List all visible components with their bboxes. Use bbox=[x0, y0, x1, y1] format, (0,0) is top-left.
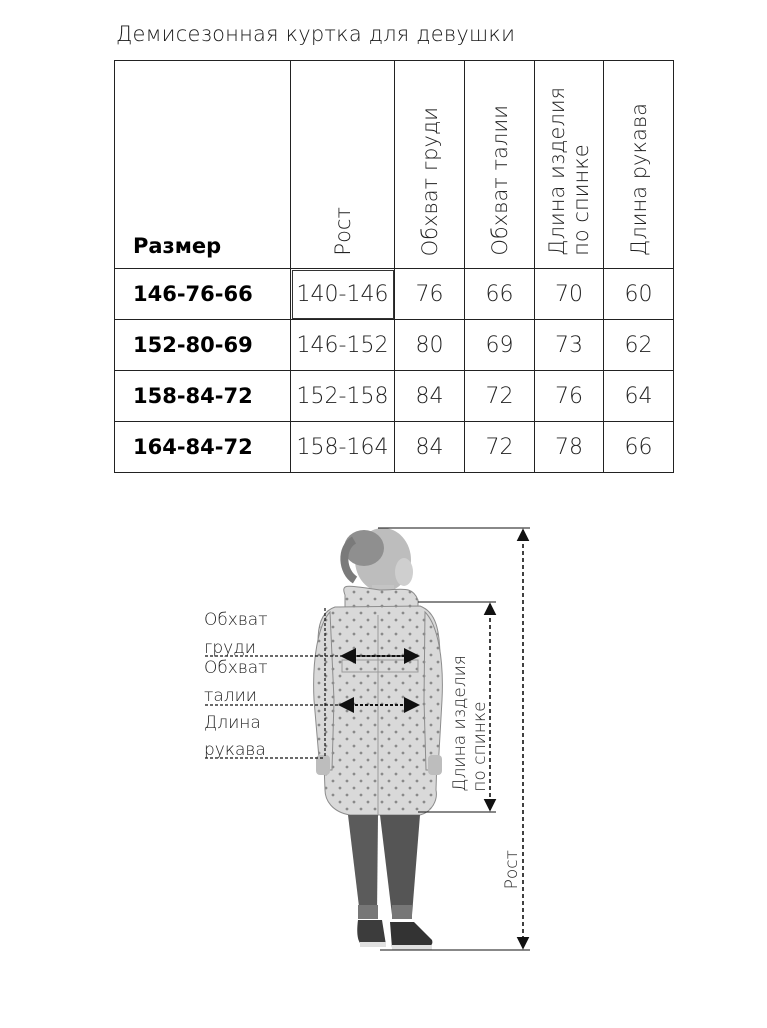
cell-size: 158-84-72 bbox=[115, 371, 291, 422]
cell-chest: 84 bbox=[395, 371, 465, 422]
cell-waist: 72 bbox=[465, 371, 535, 422]
chest-label-1: Обхват bbox=[204, 610, 268, 630]
right-sleeve bbox=[424, 612, 442, 770]
waist-label-2: талии bbox=[204, 686, 258, 706]
cell-back-length: 76 bbox=[535, 371, 604, 422]
cell-chest: 84 bbox=[395, 422, 465, 473]
cell-back-length: 78 bbox=[535, 422, 604, 473]
header-back-length: Длина изделия по спинке bbox=[545, 87, 593, 256]
cell-chest: 76 bbox=[395, 269, 465, 320]
table-row bbox=[115, 371, 674, 422]
right-leg bbox=[380, 815, 420, 915]
cell-height: 140-146 bbox=[291, 269, 395, 320]
header-sleeve-cell bbox=[604, 61, 674, 269]
table-row bbox=[115, 320, 674, 371]
jacket-hood bbox=[344, 586, 418, 630]
table-header-row bbox=[115, 61, 674, 269]
back-length-label: Длина изделия по спинке bbox=[450, 655, 490, 792]
cell-height: 158-164 bbox=[291, 422, 395, 473]
table-row bbox=[115, 422, 674, 473]
height-label: Рост bbox=[502, 850, 522, 890]
chest-label-2: груди bbox=[204, 638, 256, 658]
header-height-cell bbox=[291, 61, 395, 269]
table-row bbox=[115, 269, 674, 320]
cell-sleeve: 62 bbox=[604, 320, 674, 371]
sleeve-label-1: Длина bbox=[204, 713, 261, 733]
right-shoe bbox=[390, 922, 432, 948]
header-sleeve: Длина рукава bbox=[626, 102, 651, 256]
header-size: Размер bbox=[115, 61, 291, 269]
header-waist: Обхват талии bbox=[487, 105, 512, 256]
left-shoe bbox=[357, 920, 386, 945]
size-table bbox=[114, 60, 674, 473]
cell-height: 146-152 bbox=[291, 320, 395, 371]
cell-waist: 69 bbox=[465, 320, 535, 371]
sleeve-label-2: рукава bbox=[204, 740, 266, 760]
cell-height: 152-158 bbox=[291, 371, 395, 422]
cell-sleeve: 66 bbox=[604, 422, 674, 473]
jacket-body bbox=[318, 606, 440, 815]
header-back-length-cell bbox=[535, 61, 604, 269]
left-leg bbox=[348, 815, 378, 915]
cell-size: 164-84-72 bbox=[115, 422, 291, 473]
header-chest: Обхват груди bbox=[417, 106, 442, 256]
model-head bbox=[344, 528, 413, 603]
header-chest-cell bbox=[395, 61, 465, 269]
cell-back-length: 70 bbox=[535, 269, 604, 320]
cell-waist: 66 bbox=[465, 269, 535, 320]
cell-size: 152-80-69 bbox=[115, 320, 291, 371]
header-waist-cell bbox=[465, 61, 535, 269]
cell-back-length: 73 bbox=[535, 320, 604, 371]
left-sleeve bbox=[314, 612, 334, 770]
waist-label-1: Обхват bbox=[204, 658, 268, 678]
cell-chest: 80 bbox=[395, 320, 465, 371]
cell-size: 146-76-66 bbox=[115, 269, 291, 320]
cell-waist: 72 bbox=[465, 422, 535, 473]
page-title: Демисезонная куртка для девушки bbox=[116, 22, 516, 46]
header-height: Рост bbox=[330, 207, 355, 256]
cell-sleeve: 60 bbox=[604, 269, 674, 320]
cell-sleeve: 64 bbox=[604, 371, 674, 422]
